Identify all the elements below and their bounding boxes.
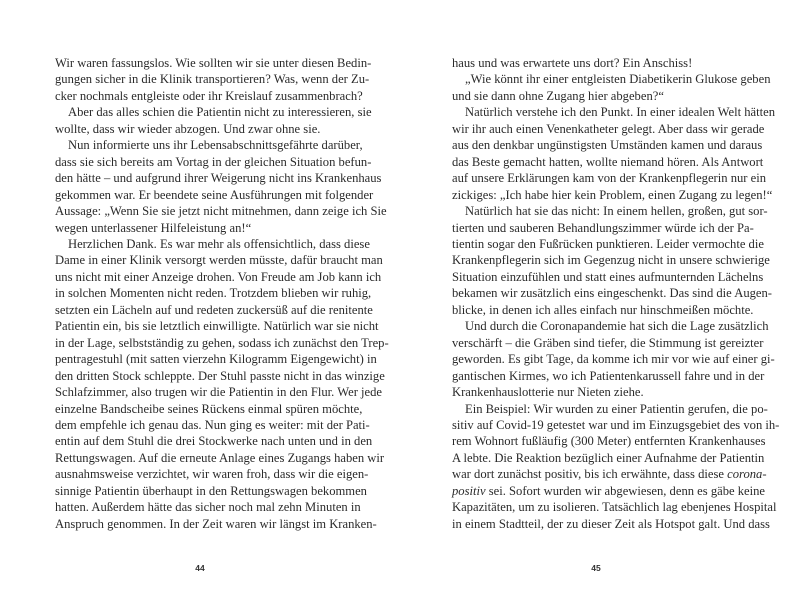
italic-text: positiv bbox=[452, 483, 486, 498]
text-line: Dame in einer Klinik versorgt werden müsste, dafür braucht man bbox=[55, 253, 383, 268]
text-line bbox=[452, 466, 767, 482]
text-line: wollte, dass wir wieder abzogen. Und zwar ohne sie. bbox=[55, 121, 321, 136]
text-line: bekamen wir zusätzlich eins eingeschenkt. Das sind die Augen- bbox=[452, 286, 772, 301]
text-line: in einem Stadtteil, der zu dieser Zeit als Hotspot galt. Und dass bbox=[452, 516, 770, 531]
text-line: Nun informierte uns ihr Lebensabschnittsgefährte darüber, bbox=[68, 138, 363, 153]
text-line: Krankenhauslotterie nur Nieten ziehe. bbox=[452, 385, 644, 400]
paragraph bbox=[55, 55, 372, 104]
paragraph bbox=[55, 104, 372, 137]
text-line: geworden. Es gibt Tage, da komme ich mir vor wie auf einer gi- bbox=[452, 352, 775, 367]
text-line: gekommen war. Er beendete seine Ausführungen mit folgender bbox=[55, 187, 374, 202]
paragraph bbox=[55, 137, 387, 236]
text-line: Rettungswagen. Auf die erneute Anlage eines Zugangs haben wir bbox=[55, 450, 385, 465]
text-line: Und durch die Coronapandemie hat sich die Lage zusätzlich bbox=[465, 319, 769, 334]
text-segment: sei. Sofort wurden wir abgewiesen, denn es gäbe keine bbox=[485, 483, 766, 498]
text-line: tierten und sauberen Behandlungszimmer würde ich der Pa- bbox=[452, 220, 754, 235]
text-line: gantischen Kirmes, wo ich Patientenkarussell fahre und in der bbox=[452, 368, 765, 383]
text-line: setzten ein Lächeln auf und redeten zuckersüß auf die renitente bbox=[55, 302, 373, 317]
text-line: den hätte – und aufgrund ihrer Weigerung nicht ins Krankenhaus bbox=[55, 171, 382, 186]
text-line: uns nicht mit einer Anzeige drohen. Von Freude am Job kann ich bbox=[55, 269, 382, 284]
paragraph bbox=[55, 236, 389, 532]
page-number-right: 45 bbox=[591, 563, 601, 573]
paragraph bbox=[452, 104, 775, 203]
text-line: tientin sogar den Fußrücken punktieren. Leider vermochte die bbox=[452, 236, 764, 251]
left-page-text bbox=[55, 55, 389, 532]
text-line: rem Wohnort fußläufig (300 Meter) entfernten Krankenhauses bbox=[452, 434, 766, 449]
text-line: und sie dann ohne Zugang hier abgeben?“ bbox=[452, 88, 664, 103]
paragraph bbox=[452, 203, 772, 318]
text-line: sitiv auf Covid-19 getestet war und im Einzugsgebiet des von ih- bbox=[452, 417, 780, 432]
text-line: wegen unterlassener Hilfeleistung an!“ bbox=[55, 220, 252, 235]
text-line: Situation einzufühlen und statt eines aufmunternden Lächelns bbox=[452, 269, 764, 284]
paragraph bbox=[452, 55, 742, 71]
text-line: blicke, in denen ich alles einfach nur hinschmeißen möchte. bbox=[452, 302, 754, 317]
text-line: pentragestuhl (mit satten vierzehn Kilogramm Eigengewicht) in bbox=[55, 352, 377, 367]
text-line bbox=[452, 483, 766, 499]
text-line: hatten. Außerdem hätte das sicher noch mal zehn Minuten in bbox=[55, 500, 361, 515]
text-line: Wir waren fassungslos. Wie sollten wir sie unter diesen Bedin- bbox=[55, 56, 372, 70]
text-line: Aber das alles schien die Patientin nicht zu interessieren, sie bbox=[68, 105, 372, 120]
text-line: Krankenpflegerin sich im Gegenzug nicht in unsere schwierige bbox=[452, 253, 770, 268]
text-line: Natürlich verstehe ich den Punkt. In einer idealen Welt hätten bbox=[465, 105, 775, 120]
text-line: Anspruch genommen. In der Zeit waren wir längst im Kranken- bbox=[55, 516, 377, 531]
text-line: zickiges: „Ich habe hier kein Problem, einen Zugang zu legen!“ bbox=[452, 187, 773, 202]
text-line: verschärft – die Gräben sind tiefer, die Stimmung ist gereizter bbox=[452, 335, 764, 350]
text-line: Ein Beispiel: Wir wurden zu einer Patientin gerufen, die po- bbox=[465, 401, 768, 416]
italic-text: corona- bbox=[727, 467, 767, 482]
text-line: Herzlichen Dank. Es war mehr als offensichtlich, dass diese bbox=[68, 236, 370, 251]
text-line: aus den denkbar ungünstigsten Umständen kamen und daraus bbox=[452, 138, 763, 153]
text-line: Patientin ein, bis sie letztlich einwilligte. Natürlich war sie nicht bbox=[55, 319, 379, 334]
text-line: Schlafzimmer, also trugen wir die Patientin in den Flur. Wer jede bbox=[55, 385, 383, 400]
text-line: cker nochmals entgleiste oder ihr Kreislauf zusammenbrach? bbox=[55, 88, 363, 103]
text-line: haus und was erwartete uns dort? Ein Anschiss! bbox=[452, 56, 693, 70]
paragraph bbox=[452, 71, 771, 104]
text-segment: war dort zunächst positiv, bis ich erwähnte, dass diese bbox=[452, 467, 728, 482]
text-line: gungen sicher in die Klinik transportieren? Was, wenn der Zu- bbox=[55, 72, 370, 87]
text-line: in solchen Momenten nicht reden. Trotzdem blieben wir ruhig, bbox=[55, 286, 372, 301]
text-line: in der Lage, selbstständig zu gehen, sodass ich zunächst den Trep- bbox=[55, 335, 389, 350]
right-page-text bbox=[452, 55, 780, 532]
text-line: auf unsere Erklärungen kam von der Krankenpflegerin nur ein bbox=[452, 171, 767, 186]
text-line: ausnahmsweise verzichtet, wir waren froh, dass wir die eigen- bbox=[55, 467, 369, 482]
text-line: wir ihr auch einen Venenkatheter gelegt. Aber dass wir gerade bbox=[452, 121, 765, 136]
text-line: das Beste gemacht hatten, wollte niemand hören. Als Antwort bbox=[452, 154, 764, 169]
paragraph bbox=[452, 401, 780, 533]
page-number-left: 44 bbox=[195, 563, 205, 573]
text-line: einzelne Bandscheibe seines Rückens einmal spüren möchte, bbox=[55, 401, 363, 416]
text-line: den dritten Stock schleppte. Der Stuhl passte nicht in das winzige bbox=[55, 368, 385, 383]
text-line: Natürlich hat sie das nicht: In einem hellen, großen, gut sor- bbox=[465, 204, 768, 219]
text-line: Kapazitäten, um zu isolieren. Tatsächlich lag ebenjenes Hospital bbox=[452, 500, 777, 515]
text-line: entin auf dem Stuhl die drei Stockwerke nach unten und in den bbox=[55, 434, 373, 449]
text-line: „Wie könnt ihr einer entgleisten Diabetikerin Glukose geben bbox=[465, 72, 771, 87]
text-line: A lebte. Die Reaktion bezüglich einer Aufnahme der Patientin bbox=[452, 450, 765, 465]
text-line: dem empfehle ich genau das. Nun ging es weiter: mit der Pati- bbox=[55, 417, 370, 432]
text-line: dass sie sich bereits am Vortag in der gleichen Situation befun- bbox=[55, 154, 372, 169]
paragraph bbox=[452, 318, 775, 400]
text-line: Aussage: „Wenn Sie sie jetzt nicht mitnehmen, dann zeige ich Sie bbox=[55, 204, 387, 219]
text-line: sinnige Patientin überhaupt in den Rettungswagen bekommen bbox=[55, 483, 367, 498]
